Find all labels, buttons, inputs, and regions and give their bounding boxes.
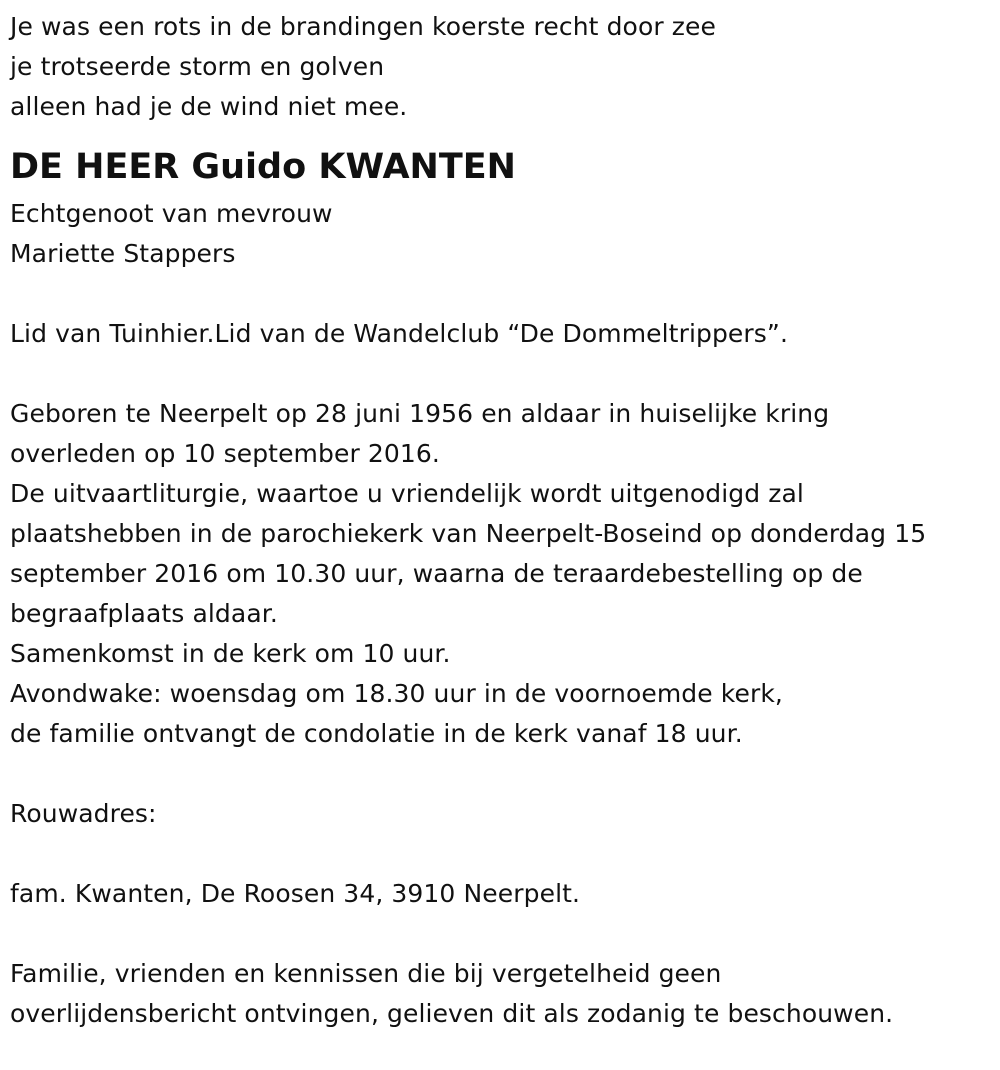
address-value: fam. Kwanten, De Roosen 34, 3910 Neerpelt.: [10, 879, 581, 908]
deceased-name: DE HEER Guido KWANTEN: [10, 147, 516, 187]
closing-line-1: Familie, vrienden en kennissen die bij vergetelheid geen: [10, 959, 722, 988]
details-line-9: de familie ontvangt de condolatie in de kerk vanaf 18 uur.: [10, 719, 743, 748]
details-line-6: begraafplaats aldaar.: [10, 599, 278, 628]
spacer: [10, 754, 1000, 794]
details-line-2: overleden op 10 september 2016.: [10, 439, 440, 468]
membership-text: Lid van Tuinhier.Lid van de Wandelclub “De Dommeltrippers”.: [10, 319, 789, 348]
funeral-details: [10, 394, 1000, 754]
poem-line-2: je trotseerde storm en golven: [10, 52, 385, 81]
poem-line-1: Je was een rots in de brandingen koerste recht door zee: [10, 12, 716, 41]
details-line-4: plaatshebben in de parochiekerk van Neerpelt-Boseind op donderdag 15: [10, 519, 927, 548]
closing-note: [10, 954, 1000, 1034]
spouse-line-1: Echtgenoot van mevrouw: [10, 199, 333, 228]
details-line-5: september 2016 om 10.30 uur, waarna de teraardebestelling op de: [10, 559, 863, 588]
spouse-line-2: Mariette Stappers: [10, 239, 236, 268]
details-line-8: Avondwake: woensdag om 18.30 uur in de voornoemde kerk,: [10, 679, 783, 708]
spacer: [10, 354, 1000, 394]
details-line-7: Samenkomst in de kerk om 10 uur.: [10, 639, 451, 668]
poem: [10, 7, 1000, 127]
details-line-3: De uitvaartliturgie, waartoe u vriendelijk wordt uitgenodigd zal: [10, 479, 804, 508]
closing-line-2: overlijdensbericht ontvingen, gelieven dit als zodanig te beschouwen.: [10, 999, 894, 1028]
address-label: Rouwadres:: [10, 799, 157, 828]
spacer: [10, 274, 1000, 314]
spacer: [10, 914, 1000, 954]
details-line-1: Geboren te Neerpelt op 28 juni 1956 en aldaar in huiselijke kring: [10, 399, 830, 428]
spacer: [10, 834, 1000, 874]
poem-line-3: alleen had je de wind niet mee.: [10, 92, 408, 121]
